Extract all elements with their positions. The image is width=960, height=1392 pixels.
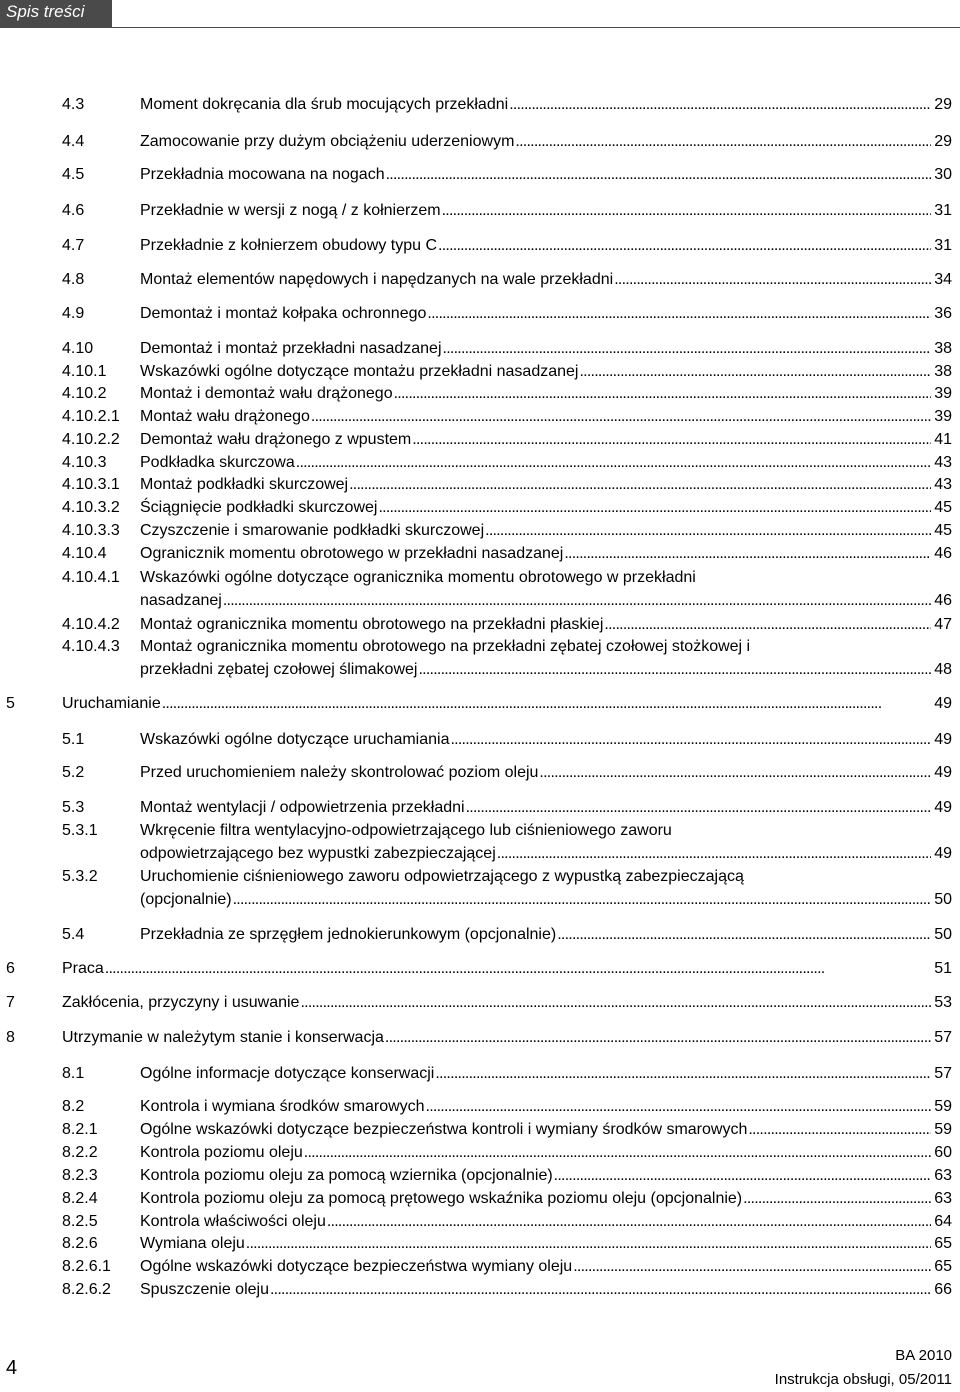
toc-entry[interactable]	[62, 1142, 952, 1164]
toc-leader-dots	[496, 843, 931, 865]
toc-entry[interactable]	[62, 520, 952, 542]
toc-entry[interactable]	[62, 131, 952, 153]
toc-leader-dots	[393, 383, 932, 405]
toc-entry-page: 65	[934, 1235, 952, 1252]
toc-entry-title: Ogólne informacje dotyczące konserwacji	[140, 1065, 435, 1082]
toc-leader-dots	[425, 1096, 932, 1118]
toc-entry-page: 66	[934, 1281, 952, 1298]
toc-entry-title: Kontrola poziomu oleju za pomocą wziernika (opcjonalnie)	[140, 1167, 553, 1184]
toc-entry[interactable]	[62, 361, 952, 383]
toc-entry[interactable]	[62, 94, 952, 116]
toc-entry-page: 39	[934, 408, 952, 425]
toc-entry-number: 4.10.2.1	[62, 408, 120, 425]
footer-page-number: 4	[6, 1357, 18, 1379]
toc-entry-page: 50	[934, 891, 952, 908]
toc-entry-title: Ogranicznik momentu obrotowego w przekładni nasadzanej	[140, 545, 564, 562]
toc-entry-page: 59	[934, 1098, 952, 1115]
toc-entry-title: Przekładnie z kołnierzem obudowy typu C	[140, 237, 438, 254]
toc-entry-title: Kontrola poziomu oleju	[140, 1144, 303, 1161]
toc-entry-page: 49	[934, 731, 952, 748]
toc-entry-title-cont: odpowietrzającego bez wypustki zabezpieczającej	[140, 845, 496, 862]
toc-entry-number: 8.2.1	[62, 1121, 98, 1138]
toc-entry-page: 34	[934, 271, 952, 288]
toc-entry-number: 4.5	[62, 166, 85, 183]
toc-entry[interactable]	[62, 797, 952, 819]
toc-entry-title: Przekładnie w wersji z nogą / z kołnierzem	[140, 202, 441, 219]
footer-doc-code: BA 2010	[895, 1347, 952, 1364]
toc-entry-number: 8.2.4	[62, 1190, 98, 1207]
toc-entry-number: 4.10.3	[62, 454, 107, 471]
toc-entry-number: 8.2.5	[62, 1213, 98, 1230]
toc-entry-number: 8.2.2	[62, 1144, 98, 1161]
toc-entry[interactable]	[62, 303, 952, 325]
toc-leader-dots	[553, 1165, 932, 1187]
toc-leader-dots	[310, 406, 931, 428]
toc-entry-number: 4.10.4.1	[62, 569, 120, 586]
toc-leader-dots	[303, 1142, 931, 1164]
toc-entry-title: Zakłócenia, przyczyny i usuwanie	[62, 994, 300, 1011]
toc-entry[interactable]	[62, 1096, 952, 1118]
toc-entry-page: 36	[934, 305, 952, 322]
toc-entry-page: 45	[934, 499, 952, 516]
toc-entry-page: 30	[934, 166, 952, 183]
toc-entry-title: Moment dokręcania dla śrub mocujących przekładni	[140, 96, 509, 113]
toc-leader-dots	[449, 729, 931, 751]
toc-entry-page: 49	[934, 799, 952, 816]
toc-entry-title: Montaż podkładki skurczowej	[140, 476, 349, 493]
toc-entry[interactable]	[6, 693, 952, 715]
toc-entry-page: 57	[934, 1065, 952, 1082]
toc-entry[interactable]	[6, 958, 952, 980]
toc-entry[interactable]	[62, 614, 952, 636]
toc-entry[interactable]	[62, 1256, 952, 1278]
toc-entry[interactable]	[62, 924, 952, 946]
toc-entry-title-cont: nasadzanej	[140, 592, 222, 609]
toc-entry[interactable]	[62, 762, 952, 784]
toc-entry-page: 50	[934, 926, 952, 943]
toc-entry-title: Przed uruchomieniem należy skontrolować poziom oleju	[140, 764, 539, 781]
toc-leader-dots	[269, 1279, 931, 1301]
toc-entry-title: Zamocowanie przy dużym obciążeniu uderzeniowym	[140, 133, 515, 150]
toc-entry-title: Ogólne wskazówki dotyczące bezpieczeństwa wymiany oleju	[140, 1258, 573, 1275]
toc-entry-number: 8.1	[62, 1065, 85, 1082]
toc-entry-page: 57	[934, 1029, 952, 1046]
toc-leader-dots	[508, 94, 931, 116]
toc-entry-number: 4.10.2	[62, 385, 107, 402]
toc-entry-title: Wskazówki ogólne dotyczące ogranicznika momentu obrotowego w przekładni	[140, 569, 696, 586]
toc-entry-number: 6	[6, 960, 15, 977]
toc-leader-dots	[613, 269, 931, 291]
toc-entry-page: 64	[934, 1213, 952, 1230]
toc-entry-number: 5.1	[62, 731, 85, 748]
toc-entry-number: 4.10.4	[62, 545, 107, 562]
toc-entry[interactable]	[62, 820, 952, 865]
toc-leader-dots	[222, 590, 931, 612]
toc-leader-dots	[441, 200, 932, 222]
toc-entry-title-cont: przekładni zębatej czołowej ślimakowej	[140, 661, 418, 678]
toc-entry[interactable]	[62, 497, 952, 519]
toc-entry-page: 39	[934, 385, 952, 402]
toc-entry[interactable]	[62, 452, 952, 474]
toc-entry-number: 5.2	[62, 764, 85, 781]
toc-entry-page: 47	[934, 616, 952, 633]
toc-entry-title: Kontrola i wymiana środków smarowych	[140, 1098, 425, 1115]
toc-entry-title: Ogólne wskazówki dotyczące bezpieczeństwa kontroli i wymiany środków smarowych	[140, 1121, 748, 1138]
toc-entry-number: 4.10	[62, 340, 94, 357]
toc-entry[interactable]	[62, 338, 952, 360]
toc-entry-title: Montaż ogranicznika momentu obrotowego na przekładni zębatej czołowej stożkowej i	[140, 638, 751, 655]
toc-leader-dots	[295, 452, 931, 474]
toc-entry[interactable]	[62, 1165, 952, 1187]
toc-leader-dots	[384, 1027, 931, 1049]
toc-leader-dots	[484, 520, 931, 542]
toc-entry[interactable]	[62, 235, 952, 257]
footer-doc-title: Instrukcja obsługi, 05/2011	[774, 1371, 952, 1388]
toc-entry[interactable]	[62, 729, 952, 751]
toc-entry-page: 59	[934, 1121, 952, 1138]
toc-entry-number: 5	[6, 695, 15, 712]
toc-entry-page: 51	[934, 960, 952, 977]
toc-entry-title: Wkręcenie filtra wentylacyjno-odpowietrzającego lub ciśnieniowego zaworu	[140, 822, 672, 839]
header-title: Spis treści	[6, 2, 85, 21]
toc-entry[interactable]	[62, 1119, 952, 1141]
toc-leader-dots	[742, 1188, 931, 1210]
toc-entry-number: 8.2.6	[62, 1235, 98, 1252]
toc-leader-dots	[377, 497, 931, 519]
toc-entry[interactable]	[62, 1063, 952, 1085]
toc-leader-dots	[514, 131, 931, 153]
toc-entry-title: Wymiana oleju	[140, 1235, 245, 1252]
toc-leader-dots	[348, 474, 931, 496]
toc-entry[interactable]	[62, 429, 952, 451]
toc-entry-page: 49	[934, 695, 952, 712]
toc-entry-title: Demontaż i montaż przekładni nasadzanej	[140, 340, 442, 357]
toc-leader-dots	[556, 924, 931, 946]
toc-leader-dots	[232, 889, 932, 911]
toc-leader-dots	[747, 1119, 931, 1141]
toc-leader-dots	[442, 338, 932, 360]
toc-leader-dots	[434, 1063, 931, 1085]
toc-leader-dots	[578, 361, 931, 383]
toc-leader-dots	[572, 1256, 931, 1278]
header-tab	[0, 0, 112, 27]
toc-entry-number: 5.3.1	[62, 822, 98, 839]
toc-entry-page: 53	[934, 994, 952, 1011]
toc-entry-number: 4.9	[62, 305, 85, 322]
toc-entry-number: 8	[6, 1029, 15, 1046]
toc-entry-number: 4.8	[62, 271, 85, 288]
toc-entry-title: Praca	[62, 960, 104, 977]
toc-entry-number: 4.3	[62, 96, 85, 113]
toc-entry-title: Kontrola poziomu oleju za pomocą prętowego wskaźnika poziomu oleju (opcjonalnie)	[140, 1190, 743, 1207]
toc-entry-page: 41	[934, 431, 952, 448]
toc-entry-page: 63	[934, 1167, 952, 1184]
toc-entry-title-cont: (opcjonalnie)	[140, 891, 232, 908]
toc-entry[interactable]	[62, 164, 952, 186]
toc-entry-number: 5.3	[62, 799, 85, 816]
toc-entry-page: 43	[934, 476, 952, 493]
footer-doc-info	[775, 1344, 952, 1392]
toc-entry-number: 4.10.2.2	[62, 431, 120, 448]
toc-entry-number: 4.6	[62, 202, 85, 219]
toc-entry[interactable]	[6, 1027, 952, 1049]
toc-entry-number: 4.10.3.3	[62, 522, 120, 539]
toc-entry[interactable]	[62, 200, 952, 222]
toc-entry-number: 4.10.1	[62, 363, 107, 380]
toc-entry-page: 63	[934, 1190, 952, 1207]
toc-entry-number: 4.10.4.2	[62, 616, 120, 633]
toc-entry-title: Montaż ogranicznika momentu obrotowego na przekładni płaskiej	[140, 616, 604, 633]
toc-entry-number: 4.10.3.1	[62, 476, 120, 493]
toc-entry-number: 4.4	[62, 133, 85, 150]
toc-entry-number: 4.10.3.2	[62, 499, 120, 516]
toc-entry-title: Uruchamianie	[62, 695, 161, 712]
toc-entry-title: Przekładnia mocowana na nogach	[140, 166, 385, 183]
toc-entry-title: Podkładka skurczowa	[140, 454, 295, 471]
toc-entry[interactable]	[62, 866, 952, 911]
toc-entry[interactable]	[62, 383, 952, 405]
toc-entry-number: 4.10.4.3	[62, 638, 120, 655]
toc-entry-title: Demontaż i montaż kołpaka ochronnego	[140, 305, 427, 322]
toc-entry-page: 46	[934, 592, 952, 609]
toc-leader-dots	[245, 1233, 931, 1255]
toc-entry-page: 38	[934, 340, 952, 357]
toc-entry-title: Ściągnięcie podkładki skurczowej	[140, 499, 378, 516]
toc-leader-dots	[563, 543, 931, 565]
toc-entry-title: Czyszczenie i smarowanie podkładki skurczowej	[140, 522, 485, 539]
toc-entry-title: Montaż wału drążonego	[140, 408, 310, 425]
toc-entry[interactable]	[62, 1279, 952, 1301]
toc-entry[interactable]	[62, 1233, 952, 1255]
toc-entry-number: 8.2.6.1	[62, 1258, 111, 1275]
toc-entry[interactable]	[62, 543, 952, 565]
toc-leader-dots	[385, 164, 932, 186]
toc-leader-dots	[538, 762, 931, 784]
toc-entry-title: Montaż elementów napędowych i napędzanych na wale przekładni	[140, 271, 614, 288]
toc-entry-number: 4.7	[62, 237, 85, 254]
toc-entry-title: Wskazówki ogólne dotyczące montażu przekładni nasadzanej	[140, 363, 579, 380]
header-rule	[0, 27, 960, 28]
toc-entry-page: 43	[934, 454, 952, 471]
toc-entry[interactable]	[62, 269, 952, 291]
toc-entry-title: Montaż i demontaż wału drążonego	[140, 385, 393, 402]
toc-leader-dots	[417, 659, 931, 681]
toc-leader-dots	[326, 1211, 931, 1233]
toc-entry-page: 31	[934, 202, 952, 219]
toc-entry-title: Wskazówki ogólne dotyczące uruchamiania	[140, 731, 450, 748]
toc-entry-page: 29	[934, 133, 952, 150]
toc-entry-page: 60	[934, 1144, 952, 1161]
toc-leader-dots	[104, 958, 931, 980]
toc-entry-page: 46	[934, 545, 952, 562]
toc-entry[interactable]	[62, 636, 952, 681]
toc-entry-number: 5.3.2	[62, 868, 98, 885]
toc-entry[interactable]	[62, 567, 952, 612]
toc-entry-number: 5.4	[62, 926, 85, 943]
toc-entry-title: Uruchomienie ciśnieniowego zaworu odpowietrzającego z wypustką zabezpieczającą	[140, 868, 744, 885]
toc-entry-page: 31	[934, 237, 952, 254]
toc-entry-page: 65	[934, 1258, 952, 1275]
toc-leader-dots	[437, 235, 931, 257]
toc-entry-title: Kontrola właściwości oleju	[140, 1213, 326, 1230]
toc-entry[interactable]	[62, 1211, 952, 1233]
toc-entry-title: Demontaż wału drążonego z wpustem	[140, 431, 412, 448]
toc-entry-title: Utrzymanie w należytym stanie i konserwacja	[62, 1029, 384, 1046]
toc-leader-dots	[299, 992, 931, 1014]
toc-entry[interactable]	[62, 406, 952, 428]
toc-leader-dots	[465, 797, 932, 819]
toc-entry-number: 8.2	[62, 1098, 85, 1115]
toc-entry-page: 49	[934, 845, 952, 862]
toc-entry-number: 8.2.6.2	[62, 1281, 111, 1298]
toc-entry-number: 7	[6, 994, 15, 1011]
toc-entry[interactable]	[6, 992, 952, 1014]
toc-leader-dots	[603, 614, 931, 636]
toc-entry[interactable]	[62, 474, 952, 496]
toc-entry-title: Spuszczenie oleju	[140, 1281, 269, 1298]
toc-entry-page: 49	[934, 764, 952, 781]
toc-entry-page: 38	[934, 363, 952, 380]
toc-entry-page: 48	[934, 661, 952, 678]
toc-leader-dots	[426, 303, 931, 325]
toc-entry-number: 8.2.3	[62, 1167, 98, 1184]
toc-entry-page: 45	[934, 522, 952, 539]
toc-entry-title: Montaż wentylacji / odpowietrzenia przekładni	[140, 799, 465, 816]
toc-entry-page: 29	[934, 96, 952, 113]
toc-leader-dots	[161, 693, 931, 715]
toc-entry-title: Przekładnia ze sprzęgłem jednokierunkowym (opcjonalnie)	[140, 926, 557, 943]
toc-leader-dots	[411, 429, 931, 451]
toc-entry[interactable]	[62, 1188, 952, 1210]
